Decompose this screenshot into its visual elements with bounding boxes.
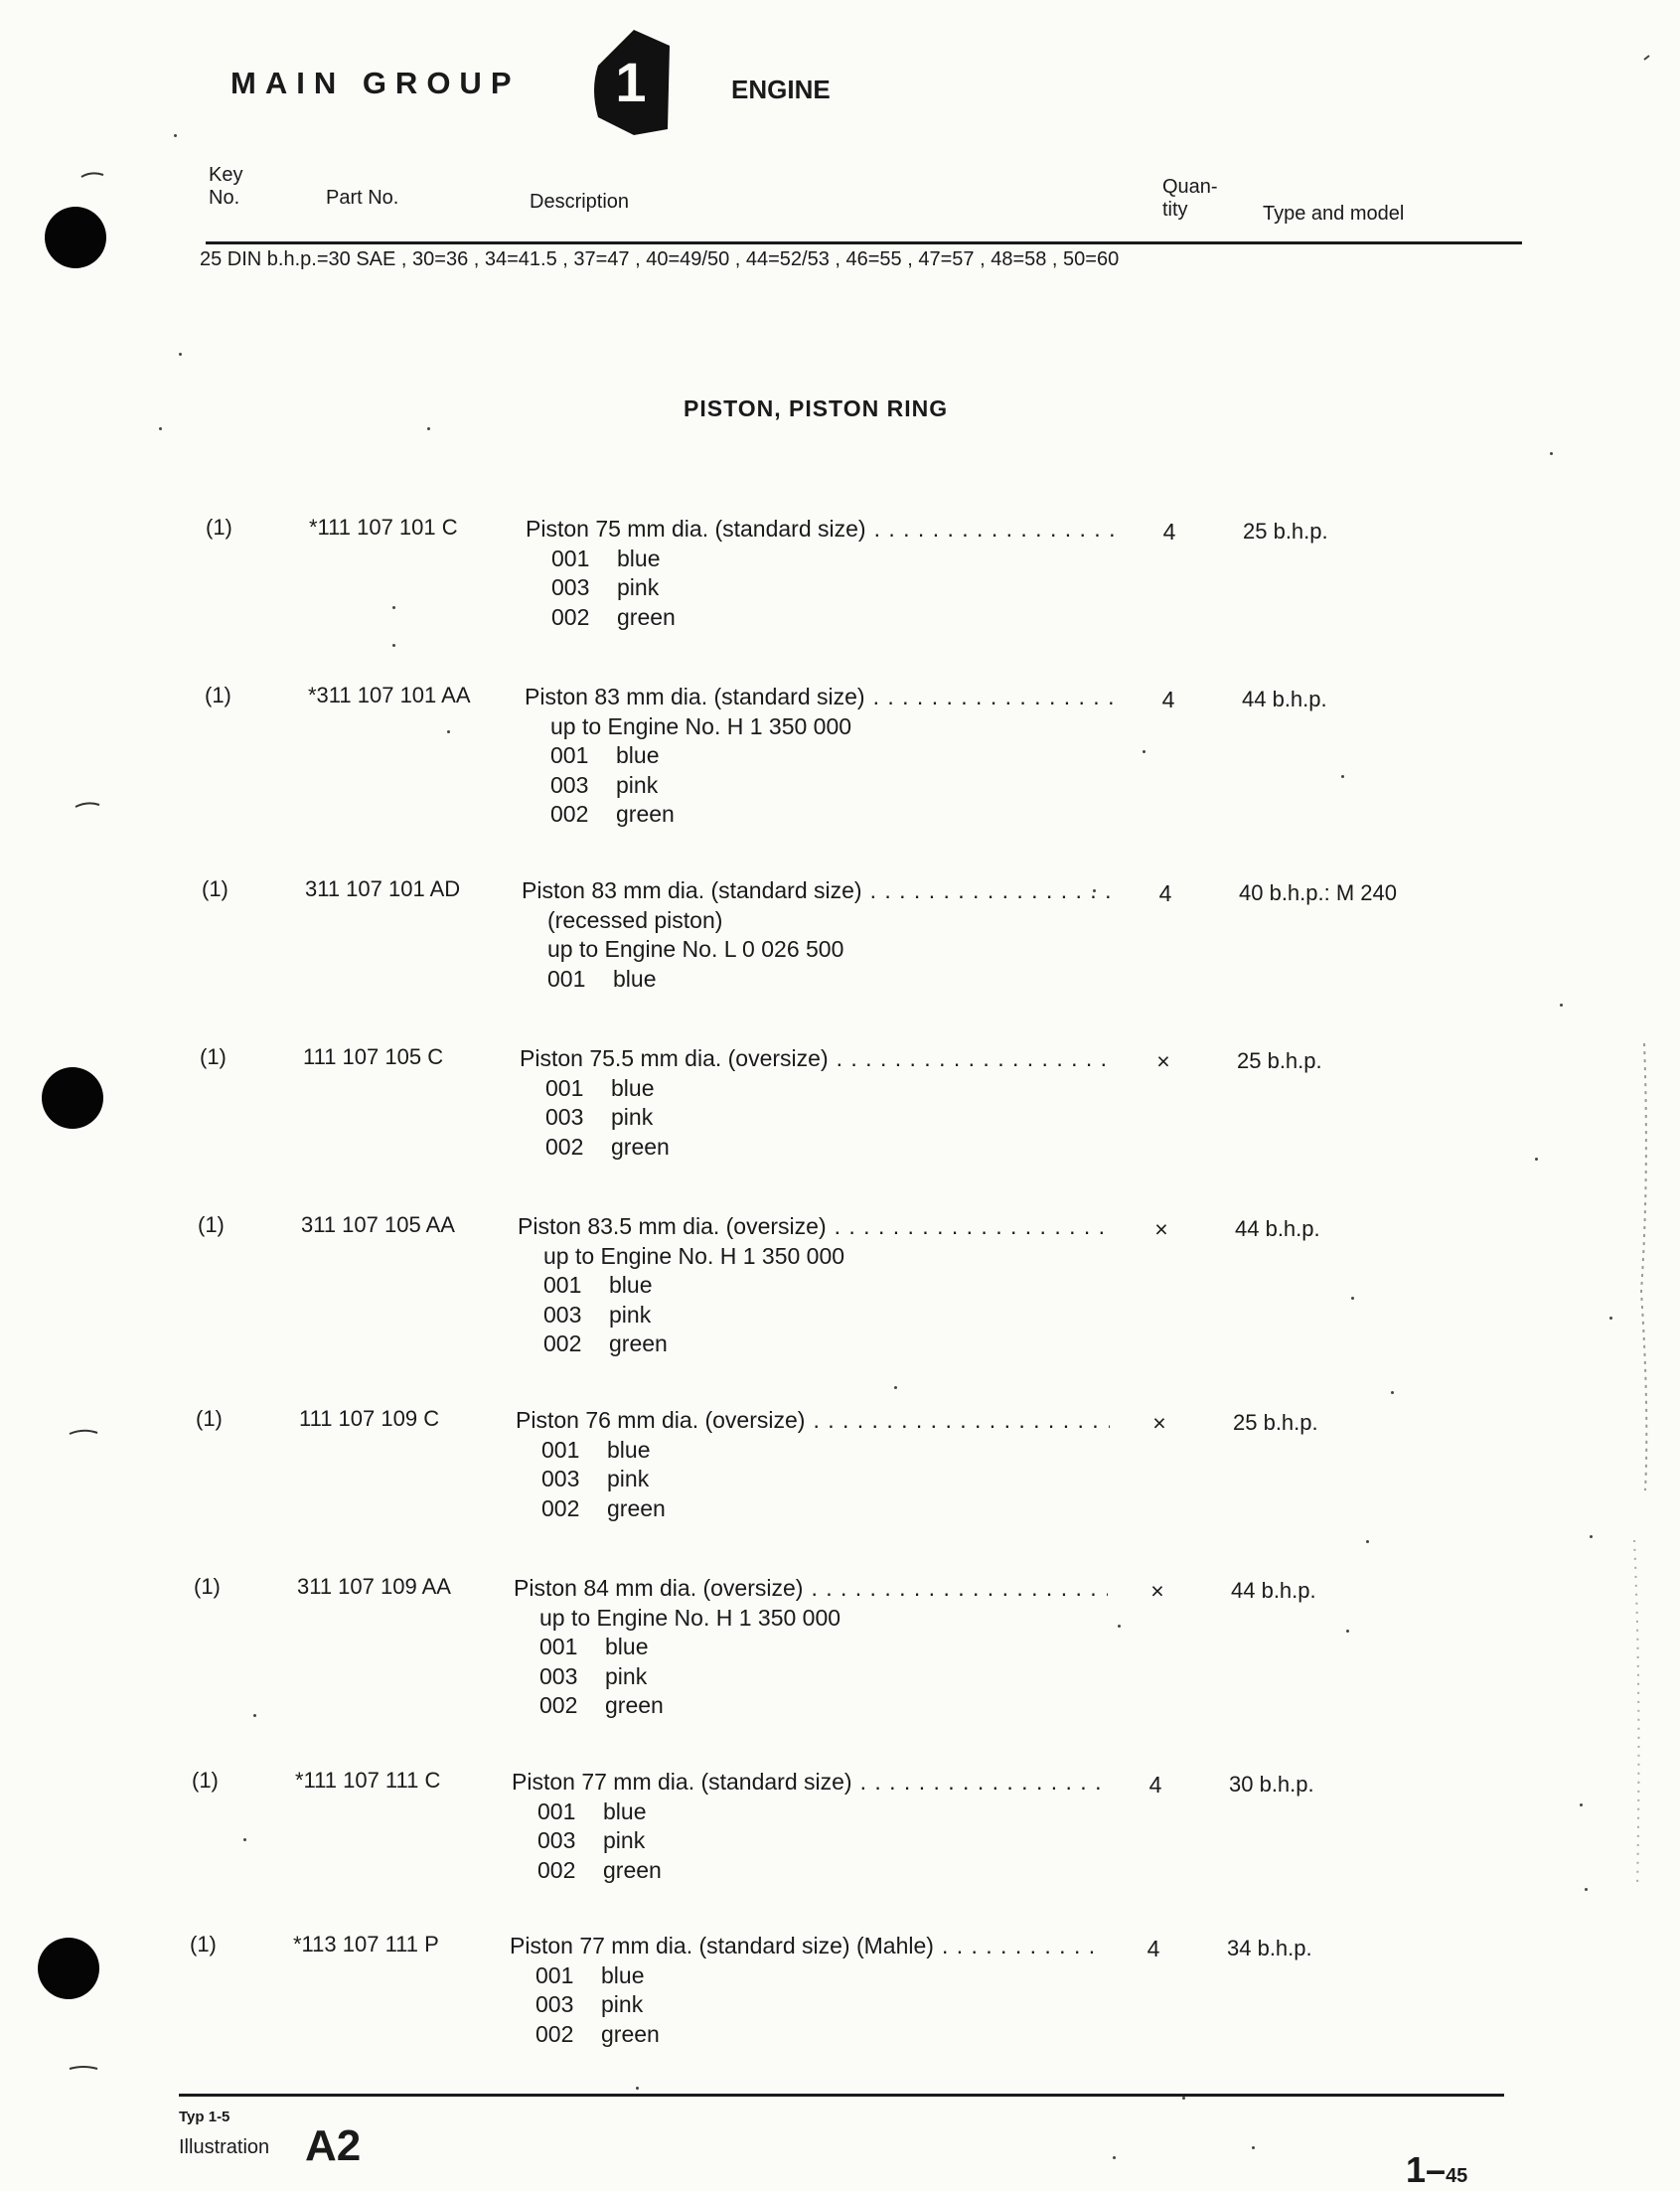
variant-code: 003 (543, 1301, 582, 1328)
scan-speck (392, 606, 395, 609)
key-no: (1) (202, 876, 229, 901)
description (518, 1212, 1112, 1359)
variant-color: pink (609, 1301, 652, 1328)
color-variant (510, 1990, 1104, 2020)
part-number: *113 107 111 P (293, 1932, 439, 1956)
illustration-code: A2 (305, 2121, 362, 2170)
variant-color: blue (617, 545, 661, 571)
scan-speck (1535, 1158, 1538, 1161)
color-variant (518, 1271, 1112, 1301)
color-variant (518, 1330, 1112, 1359)
color-variant (520, 1074, 1114, 1104)
variant-color: pink (616, 771, 659, 798)
footer-rule (179, 2094, 1504, 2097)
type-model: 30 b.h.p. (1229, 1772, 1314, 1797)
table-row (0, 683, 1680, 827)
scan-speck (1580, 1803, 1583, 1806)
variant-color: green (611, 1133, 670, 1160)
scan-speck (1585, 1888, 1588, 1891)
scan-speck (179, 353, 182, 356)
quantity: 4 (1162, 519, 1176, 545)
variant-code: 003 (541, 1466, 580, 1491)
description (522, 876, 1116, 994)
description-text: Piston 77 mm dia. (standard size) (Mahle) (510, 1933, 934, 1958)
description-text: Piston 76 mm dia. (oversize) (516, 1407, 806, 1433)
illustration-label: Illustration (179, 2136, 270, 2158)
type-model: 34 b.h.p. (1227, 1936, 1312, 1960)
variant-code: 003 (545, 1104, 584, 1130)
leader-dots (942, 1932, 1104, 1961)
leader-dots (874, 515, 1120, 545)
description (510, 1932, 1104, 2049)
description-text: Piston 84 mm dia. (oversize) (514, 1575, 804, 1601)
variant-color: pink (611, 1104, 654, 1130)
table-row (0, 876, 1680, 992)
color-variant (526, 603, 1120, 633)
table-row (0, 1768, 1680, 1883)
leader-dots (873, 683, 1119, 712)
header-rule (206, 241, 1522, 244)
scan-speck (1351, 1297, 1354, 1300)
description (520, 1044, 1114, 1162)
description-text: Piston 77 mm dia. (standard size) (512, 1769, 852, 1795)
type-model: 25 b.h.p. (1237, 1048, 1322, 1073)
scan-speck (392, 644, 395, 647)
color-variant (525, 800, 1119, 830)
quantity: 4 (1148, 1772, 1162, 1798)
section-title: PISTON, PISTON RING (684, 395, 949, 421)
description-note: up to Engine No. H 1 350 000 (550, 712, 852, 739)
variant-color: green (607, 1494, 666, 1521)
page-number: 1–45 (1406, 2149, 1468, 2190)
scan-speck (636, 2087, 639, 2090)
part-number: 311 107 101 AD (305, 876, 461, 901)
variant-code: 001 (537, 1798, 576, 1824)
color-variant (514, 1662, 1108, 1692)
scan-speck (243, 1838, 246, 1841)
din-conversion-line: 25 DIN b.h.p.=30 SAE , 30=36 , 34=41.5 , 37=47 , 40=49/50 , 44=52/53 , 46=55 , 47=57 , 48=58 , 50=60 (200, 248, 1120, 270)
variant-code: 003 (537, 1827, 576, 1853)
table-row (0, 1212, 1680, 1356)
color-variant (526, 545, 1120, 574)
variant-code: 001 (545, 1074, 584, 1101)
leader-dots (860, 1768, 1106, 1798)
type-model: 44 b.h.p. (1231, 1578, 1316, 1603)
column-header-part-no: Part No. (326, 187, 399, 209)
scan-speck (894, 1386, 897, 1389)
leader-dots (835, 1212, 1112, 1242)
color-variant (518, 1301, 1112, 1330)
scan-speck (1093, 889, 1096, 892)
scan-speck (1560, 1004, 1563, 1007)
variant-color: blue (609, 1272, 653, 1298)
color-variant (514, 1633, 1108, 1662)
variant-color: pink (617, 574, 660, 600)
variant-code: 002 (541, 1494, 580, 1521)
leader-dots (870, 876, 1116, 906)
color-variant (525, 741, 1119, 771)
column-header-key-no: Key No. (209, 164, 243, 209)
type-model: 25 b.h.p. (1233, 1410, 1318, 1435)
variant-color: blue (601, 1961, 645, 1988)
variant-color: blue (607, 1436, 651, 1463)
part-number: 311 107 109 AA (297, 1574, 451, 1599)
variant-code: 003 (539, 1662, 578, 1689)
type-model: 44 b.h.p. (1242, 687, 1327, 711)
variant-code: 003 (535, 1991, 574, 2017)
color-variant (520, 1133, 1114, 1163)
part-number: *111 107 101 C (309, 515, 458, 540)
variant-code: 001 (539, 1634, 578, 1659)
variant-color: pink (605, 1662, 648, 1689)
variant-color: green (601, 2020, 660, 2047)
page-number-main: 1 (1406, 2149, 1427, 2190)
key-no: (1) (196, 1406, 223, 1431)
variant-code: 002 (550, 801, 589, 827)
description-text: Piston 83 mm dia. (standard size) (522, 877, 862, 903)
description-note: up to Engine No. H 1 350 000 (543, 1242, 845, 1269)
variant-color: pink (603, 1827, 646, 1853)
description-text: Piston 75 mm dia. (standard size) (526, 516, 866, 542)
table-row (0, 1574, 1680, 1718)
variant-code: 002 (543, 1330, 582, 1356)
variant-code: 002 (537, 1856, 576, 1883)
color-variant (525, 771, 1119, 801)
color-variant (516, 1494, 1110, 1524)
scan-speck (174, 134, 177, 137)
variant-code: 001 (550, 742, 589, 768)
column-header-quantity: Quan- tity (1162, 176, 1218, 221)
scan-speck (1391, 1391, 1394, 1394)
scan-speck (447, 730, 450, 733)
group-name: ENGINE (731, 75, 831, 104)
scan-speck (253, 1714, 256, 1717)
quantity: 4 (1158, 880, 1172, 906)
variant-code: 001 (543, 1272, 582, 1298)
scan-speck (1609, 1317, 1612, 1320)
scan-speck (1118, 1625, 1121, 1628)
table-row (0, 515, 1680, 630)
variant-code: 002 (539, 1692, 578, 1718)
scan-speck (1366, 1540, 1369, 1543)
type-model: 40 b.h.p.: M 240 (1239, 880, 1397, 905)
variant-code: 001 (551, 545, 590, 571)
description-note: (recessed piston) (547, 906, 723, 933)
variant-color: blue (605, 1634, 649, 1659)
key-no: (1) (206, 515, 232, 540)
column-header-type-model: Type and model (1263, 203, 1405, 225)
quantity: × (1150, 1578, 1164, 1604)
type-model: 44 b.h.p. (1235, 1216, 1320, 1241)
part-number: 311 107 105 AA (301, 1212, 455, 1237)
quantity: × (1154, 1216, 1168, 1242)
key-no: (1) (198, 1212, 225, 1237)
table-row (0, 1932, 1680, 2047)
page-number-sub: 45 (1446, 2165, 1468, 2187)
description (525, 683, 1119, 830)
part-number: *111 107 111 C (295, 1768, 441, 1793)
variant-code: 002 (545, 1133, 584, 1160)
key-no: (1) (192, 1768, 219, 1793)
variant-code: 001 (541, 1436, 580, 1463)
scan-speck (1252, 2146, 1255, 2149)
description-text: Piston 75.5 mm dia. (oversize) (520, 1045, 829, 1071)
part-number: 111 107 105 C (303, 1044, 444, 1069)
variant-code: 003 (550, 771, 589, 798)
color-variant (522, 965, 1116, 995)
scan-speck (1346, 1630, 1349, 1633)
group-number-badge (590, 28, 672, 137)
part-number: 111 107 109 C (299, 1406, 440, 1431)
table-row (0, 1044, 1680, 1160)
color-variant (512, 1826, 1106, 1856)
variant-code: 002 (551, 603, 590, 630)
color-variant (514, 1691, 1108, 1721)
variant-color: green (603, 1856, 662, 1883)
scan-speck (427, 427, 430, 430)
description (526, 515, 1120, 632)
variant-code: 002 (535, 2020, 574, 2047)
variant-color: blue (613, 965, 657, 992)
color-variant (520, 1103, 1114, 1133)
variant-color: pink (601, 1991, 644, 2017)
color-variant (510, 2020, 1104, 2050)
type-reference: Typ 1-5 (179, 2109, 230, 2125)
variant-code: 001 (547, 965, 586, 992)
scan-speck (159, 427, 162, 430)
description-note: up to Engine No. H 1 350 000 (539, 1604, 841, 1631)
color-variant (516, 1436, 1110, 1466)
quantity: 4 (1146, 1936, 1160, 1961)
group-number: 1 (615, 51, 647, 113)
color-variant (512, 1798, 1106, 1827)
type-model: 25 b.h.p. (1243, 519, 1328, 544)
color-variant (510, 1961, 1104, 1991)
main-group-label: MAIN GROUP (230, 66, 521, 100)
part-number: *311 107 101 AA (308, 683, 471, 707)
description-text: Piston 83 mm dia. (standard size) (525, 684, 865, 709)
variant-color: green (617, 603, 676, 630)
scan-speck (1590, 1535, 1593, 1538)
column-header-description: Description (530, 191, 630, 213)
scan-speck (1113, 2156, 1116, 2159)
color-variant (512, 1856, 1106, 1886)
key-no: (1) (205, 683, 231, 707)
key-no: (1) (190, 1932, 217, 1956)
color-variant (526, 573, 1120, 603)
table-row (0, 1406, 1680, 1521)
description (516, 1406, 1110, 1523)
scan-speck (1182, 2097, 1185, 2100)
scan-speck (1341, 775, 1344, 778)
key-no: (1) (194, 1574, 221, 1599)
variant-color: pink (607, 1466, 650, 1491)
leader-dots (813, 1406, 1110, 1436)
description (512, 1768, 1106, 1885)
description-text: Piston 83.5 mm dia. (oversize) (518, 1213, 827, 1239)
variant-color: green (605, 1692, 664, 1718)
quantity: 4 (1161, 687, 1175, 712)
variant-color: green (609, 1330, 668, 1356)
quantity: × (1156, 1048, 1170, 1074)
description (514, 1574, 1108, 1721)
variant-code: 003 (551, 574, 590, 600)
color-variant (516, 1465, 1110, 1494)
scan-speck (1550, 452, 1553, 455)
variant-color: blue (616, 742, 660, 768)
variant-color: blue (603, 1798, 647, 1824)
variant-color: blue (611, 1074, 655, 1101)
variant-color: green (616, 801, 675, 827)
key-no: (1) (200, 1044, 227, 1069)
quantity: × (1152, 1410, 1166, 1436)
description-note: up to Engine No. L 0 026 500 (547, 936, 844, 962)
leader-dots (811, 1574, 1108, 1604)
scan-speck (1143, 750, 1145, 753)
variant-code: 001 (535, 1961, 574, 1988)
leader-dots (837, 1044, 1114, 1074)
